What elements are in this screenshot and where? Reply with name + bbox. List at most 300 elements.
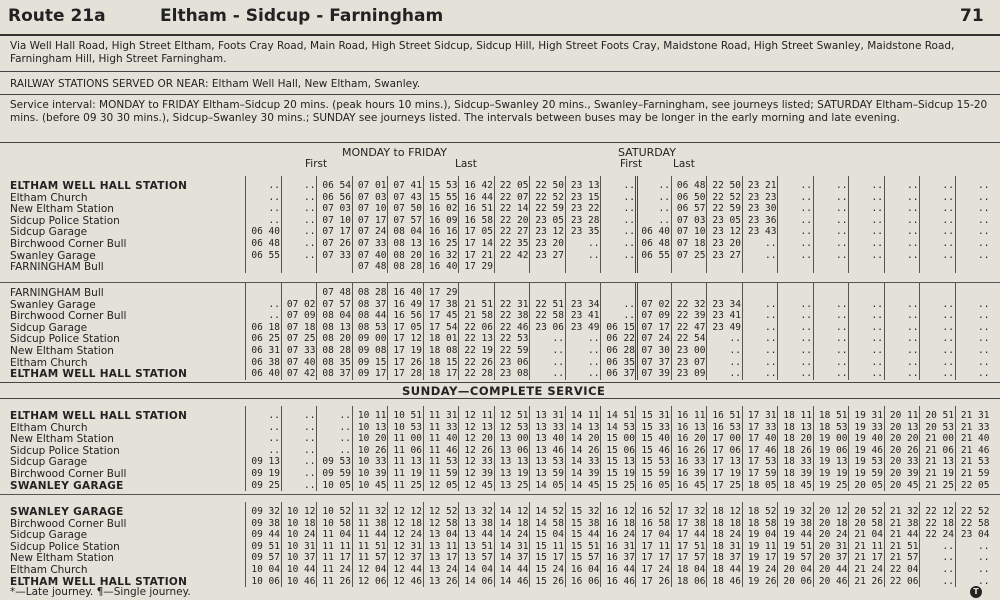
stop-name: SWANLEY GARAGE [10,506,124,518]
time-cell: 16 04 [570,564,600,575]
time-cell: 12 52 [428,506,458,517]
time-cell: 18 24 [712,529,741,541]
time-cell: 07 33 [357,238,387,249]
time-cell: 11 59 [428,468,458,479]
time-cell: 22 07 [499,191,529,203]
time-cell: 09 17 [357,368,387,380]
time-cell: .. [871,356,883,368]
time-cell: 07 40 [357,249,387,261]
column-rule [352,502,353,587]
time-cell: .. [623,249,635,261]
column-rule [813,406,814,491]
stop-name: ELTHAM WELL HALL STATION [10,575,188,588]
time-cell: 14 13 [570,421,600,433]
time-cell: 14 06 [464,575,493,587]
column-rule [919,502,920,587]
time-cell: 18 18 [712,517,741,529]
time-cell: 07 17 [641,321,670,333]
time-cell: 20 44 [818,564,848,575]
time-cell: 15 40 [641,433,670,445]
column-rule [387,176,388,273]
time-cell: .. [765,356,777,368]
time-cell: .. [978,368,990,380]
time-cell: 13 33 [535,421,564,433]
time-cell: 07 39 [641,368,670,380]
stop-name: New Eltham Station [10,552,114,565]
time-cell: 17 38 [428,298,458,310]
time-cell: .. [339,433,351,445]
time-cell: 15 46 [641,444,670,456]
time-cell: 11 31 [428,410,458,421]
time-cell: 19 00 [818,433,848,445]
time-cell: 11 38 [357,517,387,529]
time-cell: 16 46 [606,575,635,587]
time-cell: .. [800,333,812,345]
time-cell: 13 38 [464,517,493,529]
stop-name: Birchwood Corner Bull [10,468,127,480]
time-cell: 20 12 [818,506,848,517]
column-rule [316,406,317,491]
stop-name: Sidcup Police Station [10,540,120,553]
time-cell: 17 31 [747,410,777,421]
time-cell: 12 44 [393,564,422,575]
time-cell: 17 24 [641,564,670,575]
time-cell: 07 18 [676,238,706,249]
column-rule [848,176,849,273]
time-cell: 23 13 [570,180,600,191]
time-cell: .. [658,180,670,191]
time-cell: .. [623,226,635,238]
column-rule [919,176,920,273]
time-cell: 17 25 [712,479,741,491]
time-cell: .. [836,191,848,203]
stop-name: Eltham Church [10,191,88,204]
sat-first-label: First [620,158,643,170]
time-cell: 22 18 [925,517,954,529]
time-cell: 23 06 [535,321,564,333]
time-cell: .. [268,298,280,310]
time-cell: 06 31 [251,345,280,356]
time-cell: .. [907,191,919,203]
column-rule [458,502,459,587]
time-cell: 07 37 [641,356,670,368]
time-cell: .. [907,345,919,356]
time-cell: 13 00 [499,433,529,445]
time-cell: 22 20 [499,214,529,226]
time-cell: 11 24 [322,564,351,575]
time-cell: 13 40 [535,433,564,445]
column-rule [671,176,672,273]
time-cell: .. [623,214,635,226]
time-cell: .. [978,321,990,333]
time-cell: 17 29 [428,287,458,298]
column-rule [494,176,495,273]
time-cell: 21 40 [960,433,990,445]
time-cell: 17 44 [676,529,706,541]
time-cell: .. [942,203,954,215]
time-cell: 16 44 [464,191,493,203]
time-cell: .. [978,552,990,564]
column-rule [245,502,246,587]
time-cell: 23 35 [570,226,600,238]
time-cell: .. [304,468,316,479]
column-rule [884,176,885,273]
time-cell: 15 26 [535,575,564,587]
time-cell: 22 06 [889,575,919,587]
time-cell: 17 51 [676,540,706,552]
time-cell: 18 04 [676,564,706,575]
time-cell: 13 13 [499,456,529,468]
divider [0,71,1000,72]
block-separator [0,282,1000,283]
time-cell: .. [907,214,919,226]
time-cell: .. [942,333,954,345]
time-cell: 12 11 [464,410,493,421]
time-cell: 06 40 [641,226,670,238]
time-cell: 16 42 [464,180,493,191]
time-cell: 09 59 [322,468,351,479]
time-cell: 09 53 [322,456,351,468]
time-cell: 07 02 [286,298,316,310]
time-cell: .. [268,421,280,433]
time-cell: 11 25 [393,479,422,491]
time-cell: .. [304,214,316,226]
column-rule [742,406,743,491]
time-cell: .. [588,333,600,345]
time-cell: 14 11 [570,410,600,421]
stop-name: Birchwood Corner Bull [10,238,127,250]
time-cell: 13 19 [499,468,529,479]
time-cell: 17 38 [676,517,706,529]
time-cell: 23 49 [712,321,741,333]
time-cell: 22 13 [464,333,493,345]
time-cell: 07 01 [357,180,387,191]
time-cell: 10 24 [286,529,316,541]
time-cell: 07 24 [357,226,387,238]
time-cell: 07 42 [286,368,316,380]
time-cell: .. [800,356,812,368]
time-cell: 12 20 [464,433,493,445]
time-cell: 18 45 [783,479,812,491]
time-cell: 14 53 [606,421,635,433]
time-cell: 17 17 [641,552,670,564]
column-rule [352,406,353,491]
column-rule [671,283,672,380]
column-rule [529,502,530,587]
time-cell: 07 03 [322,203,351,215]
time-cell: 11 13 [393,456,422,468]
time-cell: 20 18 [818,517,848,529]
stop-name: Sidcup Garage [10,321,88,334]
column-rule [423,502,424,587]
time-cell: 15 19 [606,468,635,479]
time-cell: 20 39 [889,468,919,479]
time-cell: .. [871,333,883,345]
time-cell: 15 57 [570,552,600,564]
railway-stations-text: RAILWAY STATIONS SERVED OR NEAR: Eltham Well Hall, New Eltham, Swanley. [10,78,421,90]
time-cell: .. [836,238,848,249]
column-rule [635,283,638,380]
time-cell: 14 12 [499,506,529,517]
time-cell: .. [304,238,316,249]
time-cell: .. [942,321,954,333]
time-cell: 13 31 [535,410,564,421]
time-cell: 16 24 [606,529,635,541]
time-cell: 16 16 [428,226,458,238]
via-text: Via Well Hall Road, High Street Eltham, Foots Cray Road, Main Road, High Street Sidcup, Sidcup Hill, High Street Foots Cray, Maidstone Road, High Street Swanley, Maidstone Road, Farningham Hill, High Street Farningham. [10,40,955,65]
time-cell: 23 41 [712,310,741,322]
time-cell: 12 51 [499,410,529,421]
time-cell: .. [836,203,848,215]
time-cell: .. [871,298,883,310]
time-cell: .. [871,226,883,238]
time-cell: 23 09 [676,368,706,380]
time-cell: 13 46 [535,444,564,456]
transport-logo-icon: T [970,586,982,598]
time-cell: 20 11 [889,410,919,421]
time-cell: 17 21 [464,249,493,261]
time-cell: 20 52 [854,506,883,517]
time-cell: 15 31 [641,410,670,421]
time-cell: 23 05 [535,214,564,226]
time-cell: .. [729,333,741,345]
time-cell: .. [836,345,848,356]
time-cell: 13 44 [464,529,493,541]
time-cell: 20 20 [889,433,919,445]
time-cell: .. [800,238,812,249]
time-cell: 06 57 [676,203,706,215]
time-cell: .. [942,552,954,564]
column-rule [387,283,388,380]
time-cell: 20 24 [818,529,848,541]
time-cell: 14 37 [499,552,529,564]
time-cell: 21 59 [960,468,990,479]
time-cell: 12 12 [393,506,422,517]
time-cell: 14 20 [570,433,600,445]
stop-name: Birchwood Corner Bull [10,517,127,530]
column-rule [281,502,282,587]
time-cell: 11 06 [393,444,422,456]
column-rule [600,406,601,491]
column-rule [742,502,743,587]
stop-name: Sidcup Garage [10,226,88,239]
time-cell: .. [978,333,990,345]
time-cell: .. [871,249,883,261]
time-cell: 22 28 [464,368,493,380]
time-cell: 23 07 [676,356,706,368]
time-cell: 09 15 [357,356,387,368]
time-cell: 09 19 [251,468,280,479]
time-cell: 08 44 [357,310,387,322]
time-cell: 21 00 [925,433,954,445]
time-cell: .. [907,356,919,368]
time-cell: 23 49 [570,321,600,333]
time-cell: 19 26 [747,575,777,587]
time-cell: 22 14 [499,203,529,215]
time-cell: 19 17 [747,552,777,564]
time-cell: 16 05 [641,479,670,491]
time-cell: .. [800,203,812,215]
stop-name: Birchwood Corner Bull [10,310,127,323]
time-cell: 11 51 [357,540,387,552]
time-cell: .. [765,238,777,249]
time-cell: 23 28 [570,214,600,226]
time-cell: 06 22 [606,333,635,345]
time-cell: 11 40 [428,433,458,445]
time-cell: 15 06 [606,444,635,456]
time-cell: 17 04 [641,529,670,541]
time-cell: 13 11 [428,540,458,552]
time-cell: .. [304,226,316,238]
column-rule [387,406,388,491]
time-cell: 17 45 [428,310,458,322]
time-cell: .. [800,226,812,238]
time-cell: 09 57 [251,552,280,564]
column-rule [671,502,672,587]
time-cell: 16 25 [428,238,458,249]
time-cell: 20 26 [889,444,919,456]
time-cell: 20 45 [889,479,919,491]
time-cell: 10 45 [357,479,387,491]
column-rule [458,406,459,491]
time-cell: 21 25 [925,479,954,491]
time-cell: 08 20 [322,333,351,345]
time-cell: 20 05 [854,479,883,491]
time-cell: 07 10 [357,203,387,215]
time-cell: .. [978,310,990,322]
time-cell: .. [836,356,848,368]
time-cell: 22 52 [960,506,990,517]
time-cell: 17 05 [393,321,422,333]
time-cell: 23 20 [712,238,741,249]
time-cell: 17 28 [393,368,422,380]
time-cell: 17 57 [676,552,706,564]
time-cell: 06 25 [251,333,280,345]
column-rule [494,283,495,380]
time-cell: 19 59 [854,468,883,479]
column-rule [706,502,707,587]
time-cell: 11 11 [322,540,351,552]
column-rule [813,176,814,273]
time-cell: 12 53 [499,421,529,433]
time-cell: 21 11 [854,540,883,552]
column-rule [529,176,530,273]
time-cell: 07 24 [641,333,670,345]
time-cell: 17 00 [712,433,741,445]
column-rule [423,176,424,273]
column-rule [919,406,920,491]
time-cell: 11 53 [428,456,458,468]
stop-name: ELTHAM WELL HALL STATION [10,368,188,381]
time-cell: 23 41 [570,310,600,322]
time-cell: 23 43 [747,226,777,238]
time-cell: 09 44 [251,529,280,541]
time-cell: 14 04 [464,564,493,575]
time-cell: 07 25 [676,249,706,261]
time-cell: 17 14 [464,238,493,249]
time-cell: .. [765,310,777,322]
column-rule [635,406,636,491]
time-cell: 21 26 [854,575,883,587]
time-cell: 07 02 [641,298,670,310]
time-cell: .. [623,310,635,322]
time-cell: 08 28 [322,345,351,356]
time-cell: 14 33 [570,456,600,468]
time-cell: 17 11 [641,540,670,552]
time-cell: 09 08 [357,345,387,356]
time-cell: 07 10 [322,214,351,226]
time-cell: 21 46 [960,444,990,456]
time-cell: 06 54 [322,180,351,191]
time-cell: .. [907,226,919,238]
time-cell: 07 10 [676,226,706,238]
time-cell: 22 06 [464,321,493,333]
time-cell: .. [978,238,990,249]
column-rule [955,406,956,491]
time-cell: 22 24 [925,529,954,541]
time-cell: 18 52 [747,506,777,517]
stop-name: SWANLEY GARAGE [10,479,124,492]
time-cell: .. [942,540,954,552]
time-cell: 23 15 [570,191,600,203]
time-cell: 11 44 [357,529,387,541]
column-rule [813,502,814,587]
time-cell: 21 38 [889,517,919,529]
time-cell: 08 04 [322,310,351,322]
time-cell: 15 33 [641,421,670,433]
time-cell: .. [871,191,883,203]
time-cell: 22 50 [712,180,741,191]
time-cell: 17 32 [676,506,706,517]
time-cell: 07 33 [322,249,351,261]
time-cell: .. [623,238,635,249]
column-rule [848,502,849,587]
time-cell: 19 53 [854,456,883,468]
time-cell: .. [800,321,812,333]
time-cell: 10 18 [286,517,316,529]
time-cell: .. [836,310,848,322]
time-cell: 06 38 [251,356,280,368]
time-cell: .. [304,249,316,261]
time-cell: 16 31 [606,540,635,552]
column-rule [777,283,778,380]
time-cell: 09 32 [251,506,280,517]
time-cell: 12 18 [393,517,422,529]
time-cell: 06 37 [606,368,635,380]
time-cell: .. [978,249,990,261]
divider [0,382,1000,383]
time-cell: 06 55 [251,249,280,261]
time-cell: 06 40 [251,368,280,380]
time-cell: .. [978,203,990,215]
time-cell: 16 39 [676,468,706,479]
time-cell: 07 25 [286,333,316,345]
time-cell: 13 06 [499,444,529,456]
time-cell: 07 57 [393,214,422,226]
stop-name: Eltham Church [10,356,88,369]
column-rule [565,406,566,491]
stop-name: FARNINGHAM Bull [10,287,104,299]
time-cell: 22 47 [676,321,706,333]
time-cell: 07 09 [641,310,670,322]
column-rule [281,406,282,491]
time-cell: 22 31 [499,298,529,310]
time-cell: .. [942,356,954,368]
time-cell: 18 33 [783,456,812,468]
time-cell: .. [871,310,883,322]
time-cell: 07 40 [286,356,316,368]
stop-name: New Eltham Station [10,433,114,446]
